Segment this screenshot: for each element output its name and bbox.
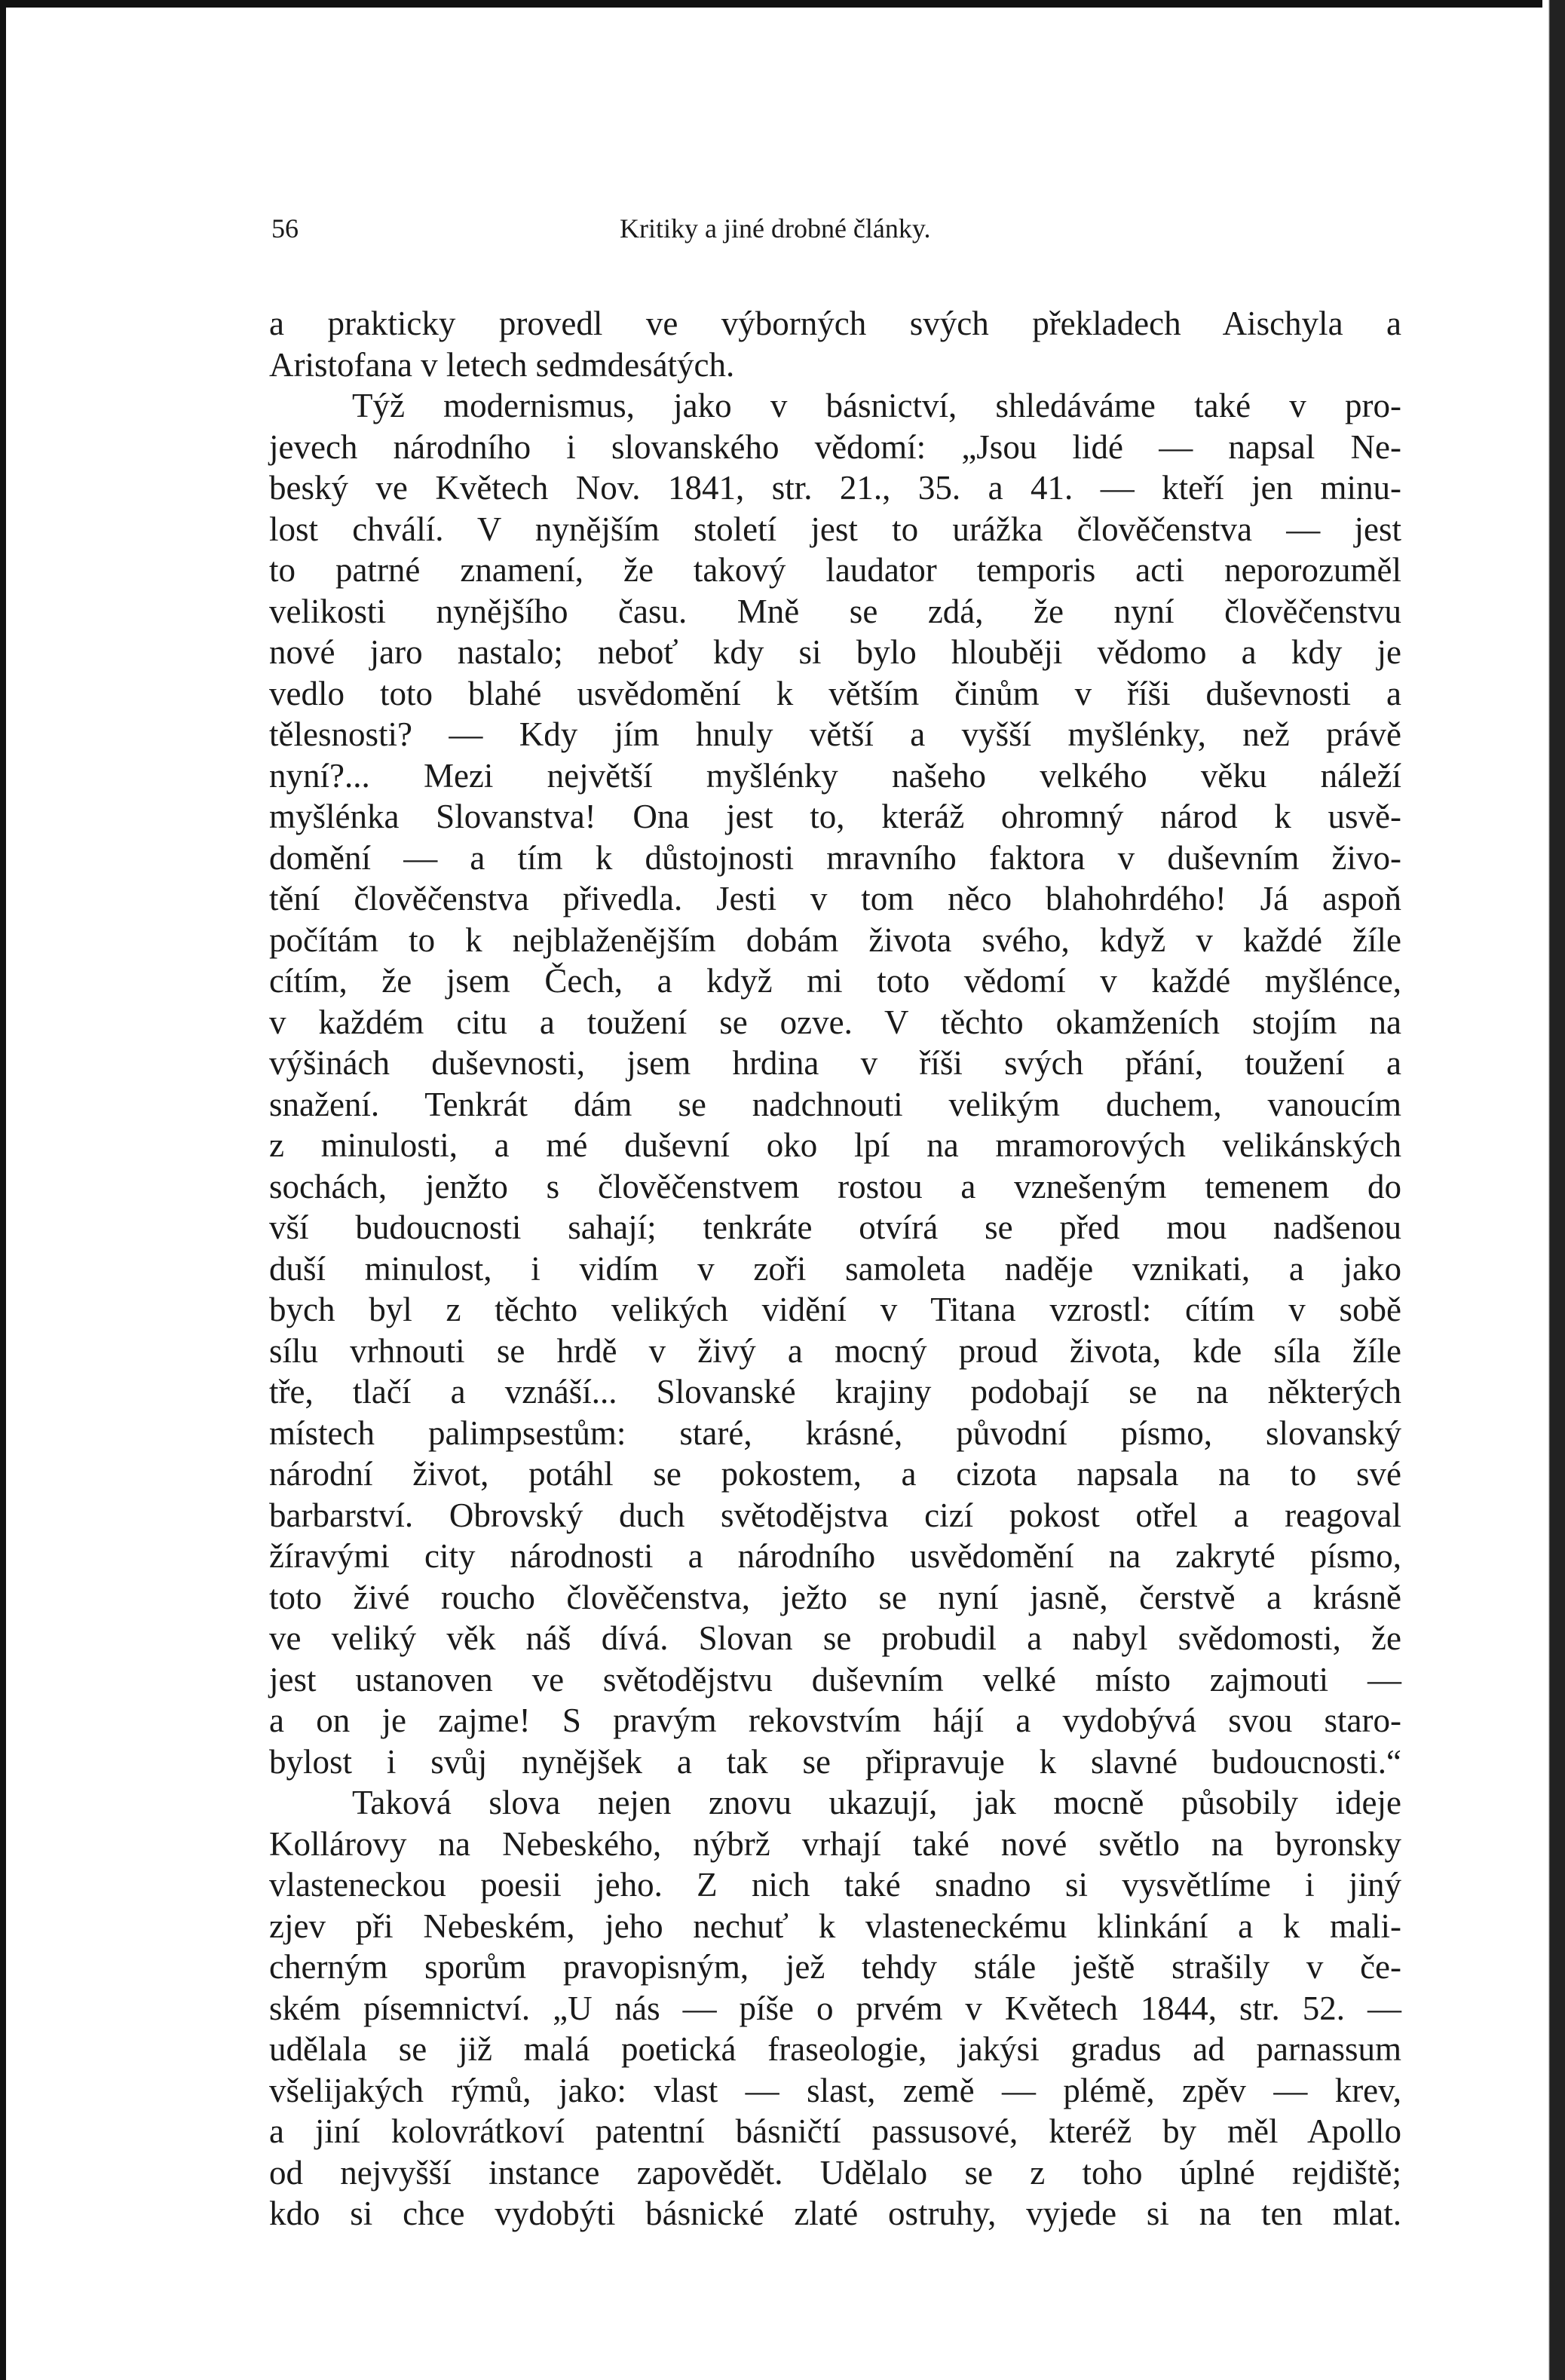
text-line: ském písemnictví. „U nás — píše o prvém v Květech 1844, str. 52. — [269,1989,1401,2027]
text-line: duší minulost, i vidím v zoři samoleta naděje vznikati, a jako [269,1249,1401,1288]
text-line: tění člověčenstva přivedla. Jesti v tom něco blahohrdého! Já aspoň [269,880,1401,917]
text-line: národní život, potáhl se pokostem, a cizota napsala na to své [269,1455,1401,1493]
text-line: vedlo toto blahé usvědomění k větším činům v říši duševnosti a [269,674,1401,712]
text-line: bych byl z těchto velikých vidění v Titana vzrostl: cítím v sobě [269,1291,1401,1328]
text-line: kdo si chce vydobýti básnické zlaté ostruhy, vyjede si na ten mlat. [269,2195,1401,2232]
text-line: žíravými city národnosti a národního usvědomění na zakryté písmo, [269,1537,1401,1575]
text-line: cítím, že jsem Čech, a když mi toto vědomí v každé myšlénce, [269,962,1401,1000]
text-line: cherným sporům pravopisným, jež tehdy stále ještě strašily v če- [269,1948,1401,1986]
text-line: počítám to k nejblaženějším dobám života svého, když v každé žíle [269,920,1401,959]
text-line: zjev při Nebeském, jeho nechuť k vlasteneckému klinkání a k mali- [269,1907,1401,1945]
text-line: toto živé roucho člověčenstva, ježto se nyní jasně, čerstvě a krásně [269,1578,1401,1616]
scan-border-right [1542,0,1565,2380]
text-line: a jiní kolovrátkoví patentní básničtí passusové, kteréž by měl Apollo [269,2112,1401,2150]
text-line: od nejvyšší instance zapovědět. Udělalo se z toho úplné rejdiště; [269,2153,1401,2192]
text-line: Týž modernismus, jako v básnictví, shledáváme také v pro- [352,387,1401,424]
text-line: nové jaro nastalo; neboť kdy si bylo hlouběji vědomo a kdy je [269,633,1401,671]
running-title: Kritiky a jiné drobné články. [620,213,931,244]
text-line: a prakticky provedl ve výborných svých překladech Aischyla a [269,305,1401,342]
text-line: domění — a tím k důstojnosti mravního faktora v duševním živo- [269,838,1401,877]
text-line: místech palimpsestům: staré, krásné, původní písmo, slovanský [269,1414,1401,1452]
text-line: lost chválí. V nynějším století jest to urážka člověčenstva — jest [269,510,1401,548]
scan-border-left [0,0,6,2380]
text-line: vší budoucnosti sahají; tenkráte otvírá se před mou nadšenou [269,1208,1401,1246]
text-line: beský ve Květech Nov. 1841, str. 21., 35. a 41. — kteří jen minu- [269,469,1401,507]
text-line: v každém citu a toužení se ozve. V těchto okamženích stojím na [269,1003,1401,1041]
text-line: výšinách duševnosti, jsem hrdina v říši svých přání, toužení a [269,1044,1401,1082]
text-line: jevech národního i slovanského vědomí: „Jsou lidé — napsal Ne- [269,427,1401,466]
text-line: bylost i svůj nynějšek a tak se připravuje k slavné budoucnosti.“ [269,1742,1401,1781]
scan-border-top [0,0,1565,8]
text-line: velikosti nynějšího času. Mně se zdá, že nyní člověčenstvu [269,592,1401,630]
text-line: Aristofana v letech sedmdesátých. [269,345,735,384]
page-header [271,213,1048,258]
page-number: 56 [271,213,299,244]
text-line: myšlénka Slovanstva! Ona jest to, kteráž ohromný národ k usvě- [269,798,1401,835]
text-line: sochách, jenžto s člověčenstvem rostou a vznešeným temenem do [269,1167,1401,1205]
text-line: z minulosti, a mé duševní oko lpí na mramorových velikánských [269,1126,1401,1164]
text-line: a on je zajme! S pravým rekovstvím hájí a vydobývá svou staro- [269,1702,1401,1739]
text-line: sílu vrhnouti se hrdě v živý a mocný proud života, kde síla žíle [269,1331,1401,1370]
text-line: barbarství. Obrovský duch světodějstva cizí pokost otřel a reagoval [269,1496,1401,1534]
text-line: všelijakých rýmů, jako: vlast — slast, země — plémě, zpěv — krev, [269,2071,1401,2109]
text-line: jest ustanoven ve světodějstvu duševním velké místo zajmouti — [269,1660,1401,1698]
text-line: vlasteneckou poesii jeho. Z nich také snadno si vysvětlíme i jiný [269,1866,1401,1904]
body-text [269,303,1401,2235]
text-line: tělesnosti? — Kdy jím hnuly větší a vyšší myšlénky, než právě [269,715,1401,753]
text-line: nyní?... Mezi největší myšlénky našeho velkého věku náleží [269,756,1401,795]
text-line: snažení. Tenkrát dám se nadchnouti velikým duchem, vanoucím [269,1085,1401,1123]
text-line: Taková slova nejen znovu ukazují, jak mocně působily ideje [352,1784,1401,1821]
text-line: Kollárovy na Nebeského, nýbrž vrhají také nové světlo na byronsky [269,1824,1401,1863]
text-line: tře, tlačí a vznáší... Slovanské krajiny podobají se na některých [269,1373,1401,1411]
text-line: ve veliký věk náš dívá. Slovan se probudil a nabyl svědomosti, že [269,1619,1401,1657]
text-line: to patrné znamení, že takový laudator temporis acti neporozuměl [269,551,1401,589]
text-line: udělala se již malá poetická fraseologie, jakýsi gradus ad parnassum [269,2030,1401,2068]
